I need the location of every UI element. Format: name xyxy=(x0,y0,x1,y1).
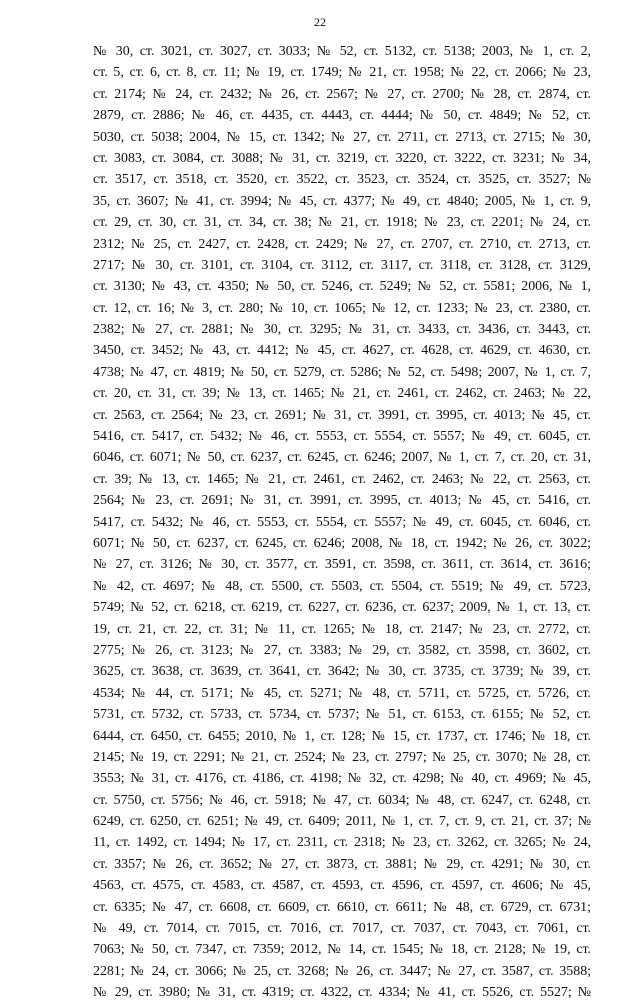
text-line: ст. 3083, ст. 3084, ст. 3088; № 31, ст. 3219, ст. 3220, ст. 3222, ст. 3231; № 34, xyxy=(93,150,591,166)
text-line: 6071; № 50, ст. 6237, ст. 6245, ст. 6246; 2008, № 18, ст. 1942; № 26, ст. 3022; xyxy=(93,535,591,551)
text-line: 3625, ст. 3638, ст. 3639, ст. 3641, ст. 3642; № 30, ст. 3735, ст. 3739; № 39, ст. xyxy=(93,664,591,680)
text-line: 6046, ст. 6071; № 50, ст. 6237, ст. 6245, ст. 6246; 2007, № 1, ст. 7, ст. 20, ст. 31, xyxy=(93,450,591,466)
text-line: 2879, ст. 2886; № 46, ст. 4435, ст. 4443, ст. 4444; № 50, ст. 4849; № 52, ст. xyxy=(93,108,591,124)
text-line: ст. 2174; № 24, ст. 2432; № 26, ст. 2567; № 27, ст. 2700; № 28, ст. 2874, ст. xyxy=(93,86,591,102)
text-line: 5417, ст. 5432; № 46, ст. 5553, ст. 5554, ст. 5557; № 49, ст. 6045, ст. 6046, ст. xyxy=(93,514,591,530)
text-line: № 29, ст. 3980; № 31, ст. 4319; ст. 4322, ст. 4334; № 41, ст. 5526, ст. 5527; № xyxy=(93,985,591,1001)
text-line: ст. 5750, ст. 5756; № 46, ст. 5918; № 47, ст. 6034; № 48, ст. 6247, ст. 6248, ст. xyxy=(93,792,591,808)
text-line: 2717; № 30, ст. 3101, ст. 3104, ст. 3112, ст. 3117, ст. 3118, ст. 3128, ст. 3129, xyxy=(93,257,591,273)
text-line: ст. 20, ст. 31, ст. 39; № 13, ст. 1465; № 21, ст. 2461, ст. 2462, ст. 2463; № 22, xyxy=(93,386,591,402)
text-line: 4738; № 47, ст. 4819; № 50, ст. 5279, ст. 5286; № 52, ст. 5498; 2007, № 1, ст. 7, xyxy=(93,364,591,380)
text-line: 5749; № 52, ст. 6218, ст. 6219, ст. 6227, ст. 6236, ст. 6237; 2009, № 1, ст. 13, ст. xyxy=(93,600,591,616)
text-line: 3450, ст. 3452; № 43, ст. 4412; № 45, ст. 4627, ст. 4628, ст. 4629, ст. 4630, ст. xyxy=(93,343,591,359)
text-line: № 42, ст. 4697; № 48, ст. 5500, ст. 5503, ст. 5504, ст. 5519; № 49, ст. 5723, xyxy=(93,578,591,594)
text-line: ст. 3357; № 26, ст. 3652; № 27, ст. 3873, ст. 3881; № 29, ст. 4291; № 30, ст. xyxy=(93,856,591,872)
text-line: ст. 12, ст. 16; № 3, ст. 280; № 10, ст. 1065; № 12, ст. 1233; № 23, ст. 2380, ст. xyxy=(93,300,591,316)
text-line: 2145; № 19, ст. 2291; № 21, ст. 2524; № 23, ст. 2797; № 25, ст. 3070; № 28, ст. xyxy=(93,749,591,765)
text-line: 7063; № 50, ст. 7347, ст. 7359; 2012, № 14, ст. 1545; № 18, ст. 2128; № 19, ст. xyxy=(93,942,591,958)
text-line: 2564; № 23, ст. 2691; № 31, ст. 3991, ст. 3995, ст. 4013; № 45, ст. 5416, ст. xyxy=(93,493,591,509)
text-line: ст. 6335; № 47, ст. 6608, ст. 6609, ст. 6610, ст. 6611; № 48, ст. 6729, ст. 6731; xyxy=(93,899,591,915)
text-line: 4534; № 44, ст. 5171; № 45, ст. 5271; № 48, ст. 5711, ст. 5725, ст. 5726, ст. xyxy=(93,685,591,701)
text-line: 3553; № 31, ст. 4176, ст. 4186, ст. 4198; № 32, ст. 4298; № 40, ст. 4969; № 45, xyxy=(93,771,591,787)
page-number: 22 xyxy=(314,15,326,29)
text-line: 5731, ст. 5732, ст. 5733, ст. 5734, ст. 5737; № 51, ст. 6153, ст. 6155; № 52, ст. xyxy=(93,707,591,723)
text-line: 5030, ст. 5038; 2004, № 15, ст. 1342; № 27, ст. 2711, ст. 2713, ст. 2715; № 30, xyxy=(93,129,591,145)
text-line: № 49, ст. 7014, ст. 7015, ст. 7016, ст. 7017, ст. 7037, ст. 7043, ст. 7061, ст. xyxy=(93,921,591,937)
text-line: 2382; № 27, ст. 2881; № 30, ст. 3295; № 31, ст. 3433, ст. 3436, ст. 3443, ст. xyxy=(93,322,591,338)
text-line: 11, ст. 1492, ст. 1494; № 17, ст. 2311, ст. 2318; № 23, ст. 3262, ст. 3265; № 24, xyxy=(93,835,591,851)
text-line: 19, ст. 21, ст. 22, ст. 31; № 11, ст. 1265; № 18, ст. 2147; № 23, ст. 2772, ст. xyxy=(93,621,591,637)
text-line: ст. 5, ст. 6, ст. 8, ст. 11; № 19, ст. 1749; № 21, ст. 1958; № 22, ст. 2066; № 23, xyxy=(93,65,591,81)
text-line: 35, ст. 3607; № 41, ст. 3994; № 45, ст. 4377; № 49, ст. 4840; 2005, № 1, ст. 9, xyxy=(93,193,591,209)
text-line: 2281; № 24, ст. 3066; № 25, ст. 3268; № 26, ст. 3447; № 27, ст. 3587, ст. 3588; xyxy=(93,963,591,979)
text-line: 2312; № 25, ст. 2427, ст. 2428, ст. 2429; № 27, ст. 2707, ст. 2710, ст. 2713, ст. xyxy=(93,236,591,252)
text-line: 5416, ст. 5417, ст. 5432; № 46, ст. 5553, ст. 5554, ст. 5557; № 49, ст. 6045, ст. xyxy=(93,429,591,445)
text-line: ст. 2563, ст. 2564; № 23, ст. 2691; № 31, ст. 3991, ст. 3995, ст. 4013; № 45, ст. xyxy=(93,407,591,423)
text-line: № 30, ст. 3021, ст. 3027, ст. 3033; № 52, ст. 5132, ст. 5138; 2003, № 1, ст. 2, xyxy=(93,44,591,59)
text-line: ст. 3517, ст. 3518, ст. 3520, ст. 3522, ст. 3523, ст. 3524, ст. 3525, ст. 3527; № xyxy=(93,172,591,188)
text-line: 2775; № 26, ст. 3123; № 27, ст. 3383; № 29, ст. 3582, ст. 3598, ст. 3602, ст. xyxy=(93,642,591,658)
text-line: 4563, ст. 4575, ст. 4583, ст. 4587, ст. 4593, ст. 4596, ст. 4597, ст. 4606; № 45, xyxy=(93,878,591,894)
body-text xyxy=(93,41,591,1004)
text-line: ст. 3130; № 43, ст. 4350; № 50, ст. 5246, ст. 5249; № 52, ст. 5581; 2006, № 1, xyxy=(93,279,591,295)
text-line: ст. 29, ст. 30, ст. 31, ст. 34, ст. 38; № 21, ст. 1918; № 23, ст. 2201; № 24, ст. xyxy=(93,215,591,231)
text-line: ст. 39; № 13, ст. 1465; № 21, ст. 2461, ст. 2462, ст. 2463; № 22, ст. 2563, ст. xyxy=(93,471,591,487)
text-line: 6444, ст. 6450, ст. 6455; 2010, № 1, ст. 128; № 15, ст. 1737, ст. 1746; № 18, ст. xyxy=(93,728,591,744)
text-line: 6249, ст. 6250, ст. 6251; № 49, ст. 6409; 2011, № 1, ст. 7, ст. 9, ст. 21, ст. 37; № xyxy=(93,814,591,830)
text-line: № 27, ст. 3126; № 30, ст. 3577, ст. 3591, ст. 3598, ст. 3611, ст. 3614, ст. 3616; xyxy=(93,557,591,573)
